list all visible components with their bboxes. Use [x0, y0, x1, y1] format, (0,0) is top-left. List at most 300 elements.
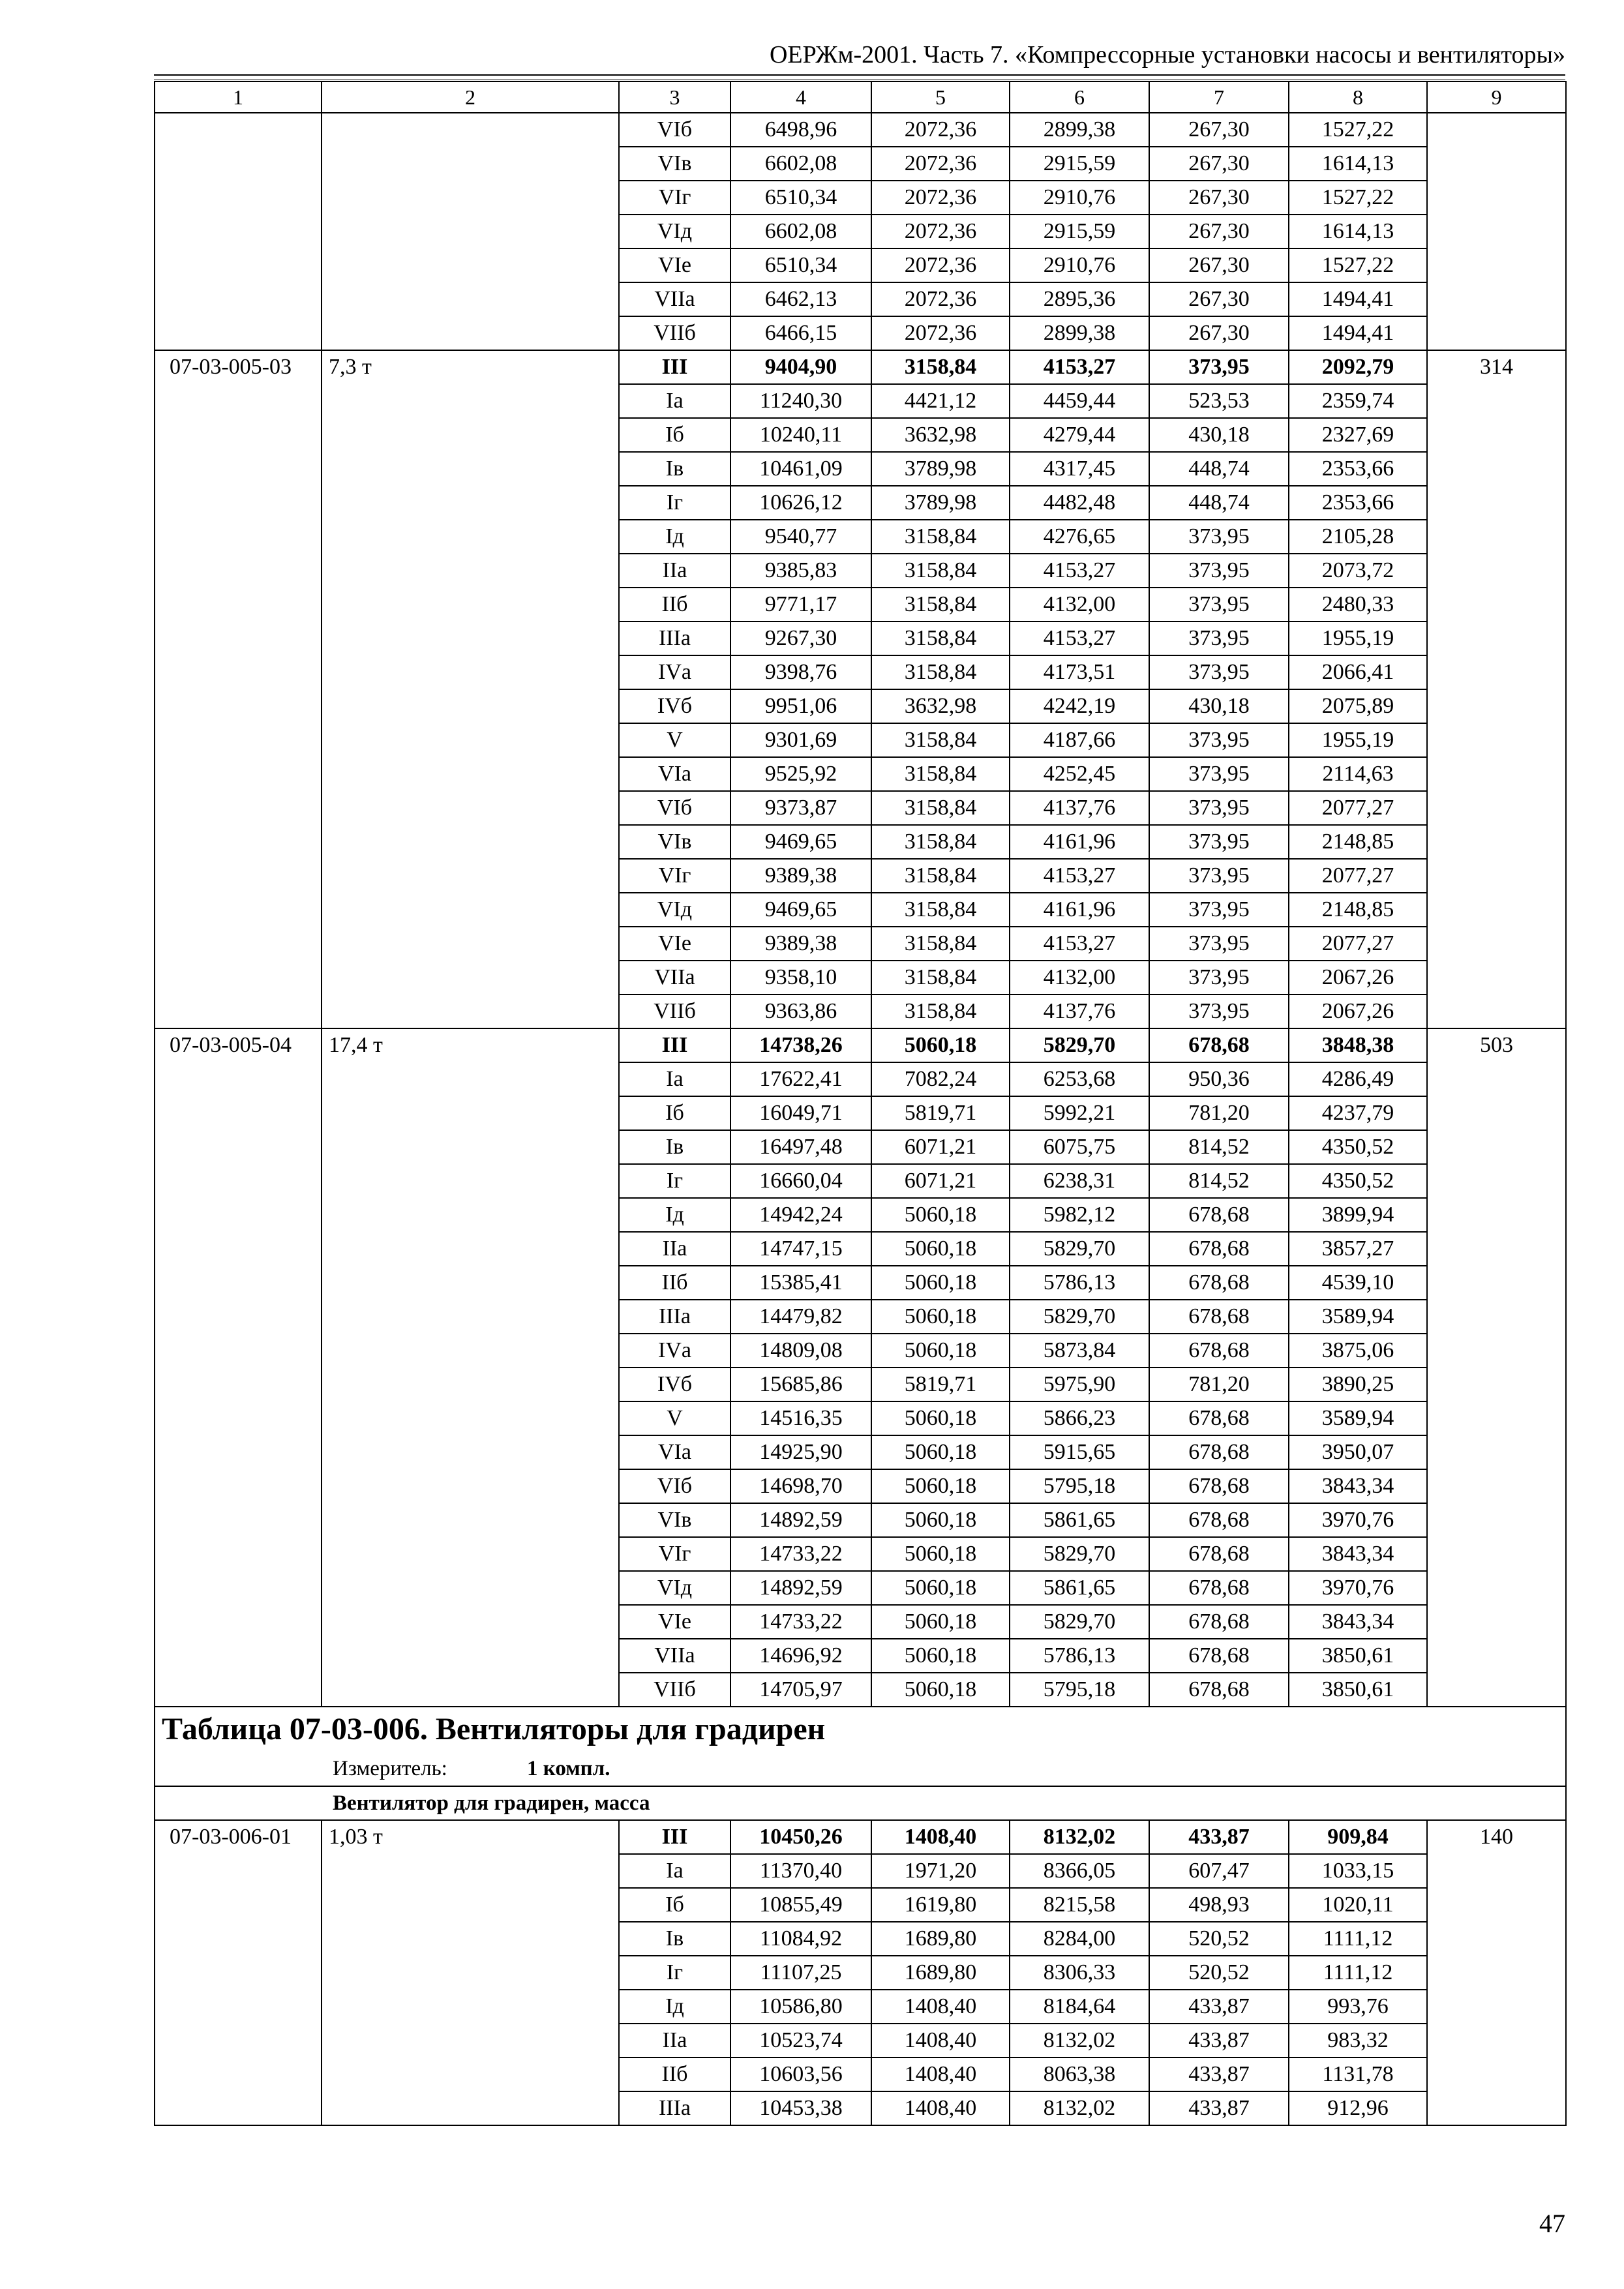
zone-code: Iв — [619, 1922, 730, 1956]
machine-cost: 4153,27 — [1010, 859, 1149, 893]
total-cost: 14892,59 — [730, 1571, 871, 1605]
materials-cost: 909,84 — [1289, 1820, 1427, 1854]
machine-cost: 5992,21 — [1010, 1096, 1149, 1130]
materials-cost: 3875,06 — [1289, 1334, 1427, 1368]
total-cost: 9404,90 — [730, 350, 871, 384]
zone-code: IIIа — [619, 621, 730, 655]
materials-cost: 3850,61 — [1289, 1639, 1427, 1673]
extra-value: 140 — [1427, 1820, 1566, 2125]
zone-code: Iд — [619, 1198, 730, 1232]
wages: 5060,18 — [871, 1028, 1010, 1062]
machinist-wages: 267,30 — [1149, 113, 1289, 147]
zone-code: Iб — [619, 418, 730, 452]
machinist-wages: 523,53 — [1149, 384, 1289, 418]
section-heading — [155, 1707, 1566, 1786]
mass-value: 17,4 т — [322, 1028, 619, 1707]
machine-cost: 6075,75 — [1010, 1130, 1149, 1164]
machinist-wages: 267,30 — [1149, 147, 1289, 181]
machinist-wages: 373,95 — [1149, 520, 1289, 554]
materials-cost: 4539,10 — [1289, 1266, 1427, 1300]
materials-cost: 2353,66 — [1289, 452, 1427, 486]
zone-code: VIд — [619, 893, 730, 927]
zone-code: IIа — [619, 1232, 730, 1266]
machinist-wages: 678,68 — [1149, 1469, 1289, 1503]
wages: 1408,40 — [871, 1820, 1010, 1854]
machine-cost: 2895,36 — [1010, 282, 1149, 316]
machine-cost: 2915,59 — [1010, 215, 1149, 248]
machinist-wages: 448,74 — [1149, 452, 1289, 486]
machine-cost: 5975,90 — [1010, 1368, 1149, 1401]
machine-cost: 4137,76 — [1010, 995, 1149, 1028]
machine-cost: 5786,13 — [1010, 1266, 1149, 1300]
machinist-wages: 267,30 — [1149, 282, 1289, 316]
materials-cost: 2077,27 — [1289, 927, 1427, 961]
zone-code: VIв — [619, 825, 730, 859]
machinist-wages: 373,95 — [1149, 825, 1289, 859]
machinist-wages: 373,95 — [1149, 723, 1289, 757]
zone-code: IIб — [619, 588, 730, 621]
measure-value: 1 компл. — [527, 1757, 610, 1780]
total-cost: 9301,69 — [730, 723, 871, 757]
zone-code: VIе — [619, 927, 730, 961]
price-table-body — [155, 82, 1566, 2125]
zone-code: IVб — [619, 689, 730, 723]
materials-cost: 2480,33 — [1289, 588, 1427, 621]
wages: 5060,18 — [871, 1571, 1010, 1605]
subheading-row — [155, 1786, 1566, 1820]
materials-cost: 1494,41 — [1289, 316, 1427, 350]
materials-cost: 2359,74 — [1289, 384, 1427, 418]
machine-cost: 4252,45 — [1010, 757, 1149, 791]
machinist-wages: 520,52 — [1149, 1956, 1289, 1990]
machinist-wages: 678,68 — [1149, 1334, 1289, 1368]
machine-cost: 4153,27 — [1010, 554, 1149, 588]
mass-value: 1,03 т — [322, 1820, 619, 2125]
machine-cost: 2899,38 — [1010, 316, 1149, 350]
materials-cost: 3589,94 — [1289, 1401, 1427, 1435]
machinist-wages: 373,95 — [1149, 621, 1289, 655]
position-code: 07-03-005-03 — [155, 350, 322, 1028]
column-number: 4 — [730, 82, 871, 113]
materials-cost: 2077,27 — [1289, 791, 1427, 825]
total-cost: 11240,30 — [730, 384, 871, 418]
wages: 3158,84 — [871, 554, 1010, 588]
column-number: 6 — [1010, 82, 1149, 113]
total-cost: 11084,92 — [730, 1922, 871, 1956]
total-cost: 11107,25 — [730, 1956, 871, 1990]
total-cost: 9363,86 — [730, 995, 871, 1028]
wages: 5060,18 — [871, 1266, 1010, 1300]
materials-cost: 2067,26 — [1289, 995, 1427, 1028]
blank-cell — [1427, 113, 1566, 350]
wages: 3158,84 — [871, 825, 1010, 859]
wages: 3789,98 — [871, 452, 1010, 486]
zone-code: Iв — [619, 1130, 730, 1164]
machinist-wages: 678,68 — [1149, 1503, 1289, 1537]
header-rule — [154, 74, 1565, 76]
zone-code: VIг — [619, 181, 730, 215]
zone-code: VIд — [619, 215, 730, 248]
machine-cost: 5982,12 — [1010, 1198, 1149, 1232]
price-table — [154, 81, 1567, 2126]
materials-cost: 4350,52 — [1289, 1130, 1427, 1164]
measure-label: Измеритель: — [333, 1757, 447, 1780]
total-cost: 11370,40 — [730, 1854, 871, 1888]
total-cost: 6510,34 — [730, 181, 871, 215]
materials-cost: 3890,25 — [1289, 1368, 1427, 1401]
wages: 3158,84 — [871, 723, 1010, 757]
zone-code: VIа — [619, 757, 730, 791]
machine-cost: 4279,44 — [1010, 418, 1149, 452]
machinist-wages: 373,95 — [1149, 655, 1289, 689]
machine-cost: 8184,64 — [1010, 1990, 1149, 2024]
materials-cost: 1527,22 — [1289, 181, 1427, 215]
machinist-wages: 430,18 — [1149, 689, 1289, 723]
materials-cost: 912,96 — [1289, 2091, 1427, 2125]
zone-code: IIб — [619, 1266, 730, 1300]
total-cost: 9469,65 — [730, 825, 871, 859]
materials-cost: 3843,34 — [1289, 1605, 1427, 1639]
wages: 1408,40 — [871, 2024, 1010, 2057]
position-code: 07-03-005-04 — [155, 1028, 322, 1707]
total-cost: 10603,56 — [730, 2057, 871, 2091]
zone-code: IIIа — [619, 2091, 730, 2125]
wages: 2072,36 — [871, 147, 1010, 181]
wages: 5060,18 — [871, 1435, 1010, 1469]
zone-code: IVа — [619, 1334, 730, 1368]
wages: 1408,40 — [871, 1990, 1010, 2024]
machinist-wages: 373,95 — [1149, 554, 1289, 588]
total-cost: 9389,38 — [730, 927, 871, 961]
total-cost: 6462,13 — [730, 282, 871, 316]
total-cost: 14733,22 — [730, 1605, 871, 1639]
materials-cost: 1131,78 — [1289, 2057, 1427, 2091]
machine-cost: 4242,19 — [1010, 689, 1149, 723]
running-header — [154, 39, 1565, 76]
zone-code: VIб — [619, 791, 730, 825]
machinist-wages: 373,95 — [1149, 757, 1289, 791]
column-number: 9 — [1427, 82, 1566, 113]
wages: 3158,84 — [871, 961, 1010, 995]
materials-cost: 2067,26 — [1289, 961, 1427, 995]
machinist-wages: 373,95 — [1149, 995, 1289, 1028]
total-cost: 10586,80 — [730, 1990, 871, 2024]
zone-code: Iд — [619, 1990, 730, 2024]
machinist-wages: 814,52 — [1149, 1130, 1289, 1164]
machine-cost: 5861,65 — [1010, 1503, 1149, 1537]
total-cost: 15385,41 — [730, 1266, 871, 1300]
wages: 5060,18 — [871, 1334, 1010, 1368]
total-cost: 9951,06 — [730, 689, 871, 723]
total-cost: 16660,04 — [730, 1164, 871, 1198]
zone-code: IIIа — [619, 1300, 730, 1334]
materials-cost: 2092,79 — [1289, 350, 1427, 384]
wages: 3158,84 — [871, 621, 1010, 655]
materials-cost: 1111,12 — [1289, 1922, 1427, 1956]
wages: 3632,98 — [871, 418, 1010, 452]
zone-code: IVа — [619, 655, 730, 689]
machine-cost: 2899,38 — [1010, 113, 1149, 147]
wages: 5060,18 — [871, 1401, 1010, 1435]
materials-cost: 2148,85 — [1289, 893, 1427, 927]
machinist-wages: 520,52 — [1149, 1922, 1289, 1956]
subheading: Вентилятор для градирен, масса — [155, 1786, 1566, 1820]
machine-cost: 4187,66 — [1010, 723, 1149, 757]
total-cost: 10855,49 — [730, 1888, 871, 1922]
total-cost: 14738,26 — [730, 1028, 871, 1062]
materials-cost: 2114,63 — [1289, 757, 1427, 791]
total-cost: 9469,65 — [730, 893, 871, 927]
total-cost: 6602,08 — [730, 147, 871, 181]
machine-cost: 5829,70 — [1010, 1028, 1149, 1062]
machine-cost: 5829,70 — [1010, 1605, 1149, 1639]
mass-value: 7,3 т — [322, 350, 619, 1028]
wages: 3158,84 — [871, 859, 1010, 893]
zone-code: III — [619, 350, 730, 384]
zone-code: IIб — [619, 2057, 730, 2091]
machine-cost: 4132,00 — [1010, 961, 1149, 995]
machinist-wages: 678,68 — [1149, 1232, 1289, 1266]
total-cost: 9389,38 — [730, 859, 871, 893]
machine-cost: 5873,84 — [1010, 1334, 1149, 1368]
wages: 3158,84 — [871, 655, 1010, 689]
zone-code: Iв — [619, 452, 730, 486]
wages: 5819,71 — [871, 1096, 1010, 1130]
machinist-wages: 433,87 — [1149, 1820, 1289, 1854]
machine-cost: 4459,44 — [1010, 384, 1149, 418]
column-number: 1 — [155, 82, 322, 113]
machine-cost: 8366,05 — [1010, 1854, 1149, 1888]
machinist-wages: 678,68 — [1149, 1571, 1289, 1605]
zone-code: III — [619, 1028, 730, 1062]
machinist-wages: 678,68 — [1149, 1435, 1289, 1469]
total-cost: 14705,97 — [730, 1673, 871, 1707]
zone-code: Iг — [619, 486, 730, 520]
total-cost: 9267,30 — [730, 621, 871, 655]
total-cost: 14809,08 — [730, 1334, 871, 1368]
wages: 4421,12 — [871, 384, 1010, 418]
materials-cost: 2073,72 — [1289, 554, 1427, 588]
extra-value: 314 — [1427, 350, 1566, 1028]
zone-code: VIг — [619, 1537, 730, 1571]
wages: 6071,21 — [871, 1130, 1010, 1164]
materials-cost: 4286,49 — [1289, 1062, 1427, 1096]
total-cost: 14892,59 — [730, 1503, 871, 1537]
wages: 3632,98 — [871, 689, 1010, 723]
zone-code: VIг — [619, 859, 730, 893]
materials-cost: 3857,27 — [1289, 1232, 1427, 1266]
machine-cost: 4153,27 — [1010, 350, 1149, 384]
wages: 5060,18 — [871, 1673, 1010, 1707]
machinist-wages: 373,95 — [1149, 350, 1289, 384]
section-heading-row — [155, 1707, 1566, 1786]
machine-cost: 5829,70 — [1010, 1537, 1149, 1571]
page-number: 47 — [1539, 2209, 1565, 2238]
wages: 2072,36 — [871, 215, 1010, 248]
materials-cost: 3899,94 — [1289, 1198, 1427, 1232]
total-cost: 10453,38 — [730, 2091, 871, 2125]
machinist-wages: 373,95 — [1149, 859, 1289, 893]
column-number: 3 — [619, 82, 730, 113]
zone-code: V — [619, 723, 730, 757]
machine-cost: 4161,96 — [1010, 825, 1149, 859]
machinist-wages: 678,68 — [1149, 1537, 1289, 1571]
machinist-wages: 373,95 — [1149, 791, 1289, 825]
total-cost: 14747,15 — [730, 1232, 871, 1266]
machinist-wages: 678,68 — [1149, 1639, 1289, 1673]
machine-cost: 6238,31 — [1010, 1164, 1149, 1198]
wages: 7082,24 — [871, 1062, 1010, 1096]
zone-code: Iа — [619, 1854, 730, 1888]
wages: 1689,80 — [871, 1922, 1010, 1956]
column-number: 5 — [871, 82, 1010, 113]
wages: 2072,36 — [871, 282, 1010, 316]
zone-code: VIв — [619, 147, 730, 181]
table-row — [155, 1820, 1566, 1854]
machinist-wages: 678,68 — [1149, 1401, 1289, 1435]
total-cost: 9385,83 — [730, 554, 871, 588]
zone-code: VIIа — [619, 282, 730, 316]
total-cost: 9771,17 — [730, 588, 871, 621]
total-cost: 14733,22 — [730, 1537, 871, 1571]
wages: 3158,84 — [871, 995, 1010, 1028]
column-number-row — [155, 82, 1566, 113]
materials-cost: 1494,41 — [1289, 282, 1427, 316]
total-cost: 17622,41 — [730, 1062, 871, 1096]
machine-cost: 4132,00 — [1010, 588, 1149, 621]
materials-cost: 4350,52 — [1289, 1164, 1427, 1198]
machinist-wages: 678,68 — [1149, 1028, 1289, 1062]
materials-cost: 983,32 — [1289, 2024, 1427, 2057]
materials-cost: 1614,13 — [1289, 147, 1427, 181]
wages: 1971,20 — [871, 1854, 1010, 1888]
total-cost: 14479,82 — [730, 1300, 871, 1334]
wages: 3158,84 — [871, 520, 1010, 554]
materials-cost: 2105,28 — [1289, 520, 1427, 554]
column-number: 8 — [1289, 82, 1427, 113]
total-cost: 6466,15 — [730, 316, 871, 350]
machine-cost: 8132,02 — [1010, 2024, 1149, 2057]
materials-cost: 3950,07 — [1289, 1435, 1427, 1469]
machinist-wages: 267,30 — [1149, 316, 1289, 350]
machine-cost: 4482,48 — [1010, 486, 1149, 520]
materials-cost: 3589,94 — [1289, 1300, 1427, 1334]
materials-cost: 2327,69 — [1289, 418, 1427, 452]
machinist-wages: 373,95 — [1149, 927, 1289, 961]
machine-cost: 4173,51 — [1010, 655, 1149, 689]
machine-cost: 4276,65 — [1010, 520, 1149, 554]
zone-code: VIIа — [619, 961, 730, 995]
machinist-wages: 373,95 — [1149, 893, 1289, 927]
machine-cost: 4161,96 — [1010, 893, 1149, 927]
machinist-wages: 607,47 — [1149, 1854, 1289, 1888]
machine-cost: 8132,02 — [1010, 1820, 1149, 1854]
total-cost: 6602,08 — [730, 215, 871, 248]
wages: 2072,36 — [871, 113, 1010, 147]
column-number: 2 — [322, 82, 619, 113]
wages: 5060,18 — [871, 1605, 1010, 1639]
zone-code: VIв — [619, 1503, 730, 1537]
machine-cost: 5829,70 — [1010, 1232, 1149, 1266]
zone-code: VIб — [619, 1469, 730, 1503]
materials-cost: 1614,13 — [1289, 215, 1427, 248]
zone-code: VIIб — [619, 995, 730, 1028]
total-cost: 9540,77 — [730, 520, 871, 554]
wages: 5060,18 — [871, 1198, 1010, 1232]
wages: 5819,71 — [871, 1368, 1010, 1401]
total-cost: 6498,96 — [730, 113, 871, 147]
blank-cell — [155, 113, 322, 350]
wages: 2072,36 — [871, 248, 1010, 282]
materials-cost: 1955,19 — [1289, 621, 1427, 655]
machinist-wages: 267,30 — [1149, 181, 1289, 215]
materials-cost: 2075,89 — [1289, 689, 1427, 723]
total-cost: 9398,76 — [730, 655, 871, 689]
table-row — [155, 113, 1566, 147]
machine-cost: 5915,65 — [1010, 1435, 1149, 1469]
total-cost: 9525,92 — [730, 757, 871, 791]
materials-cost: 1527,22 — [1289, 248, 1427, 282]
zone-code: VIд — [619, 1571, 730, 1605]
materials-cost: 993,76 — [1289, 1990, 1427, 2024]
total-cost: 9358,10 — [730, 961, 871, 995]
machine-cost: 8284,00 — [1010, 1922, 1149, 1956]
zone-code: Iг — [619, 1956, 730, 1990]
machinist-wages: 433,87 — [1149, 2091, 1289, 2125]
machinist-wages: 781,20 — [1149, 1096, 1289, 1130]
materials-cost: 3970,76 — [1289, 1571, 1427, 1605]
zone-code: Iб — [619, 1096, 730, 1130]
wages: 3789,98 — [871, 486, 1010, 520]
total-cost: 14696,92 — [730, 1639, 871, 1673]
total-cost: 14942,24 — [730, 1198, 871, 1232]
wages: 5060,18 — [871, 1503, 1010, 1537]
wages: 2072,36 — [871, 181, 1010, 215]
machine-cost: 8306,33 — [1010, 1956, 1149, 1990]
wages: 1619,80 — [871, 1888, 1010, 1922]
zone-code: Iа — [619, 1062, 730, 1096]
machinist-wages: 950,36 — [1149, 1062, 1289, 1096]
machinist-wages: 267,30 — [1149, 248, 1289, 282]
column-number: 7 — [1149, 82, 1289, 113]
total-cost: 14698,70 — [730, 1469, 871, 1503]
total-cost: 10450,26 — [730, 1820, 871, 1854]
total-cost: 6510,34 — [730, 248, 871, 282]
total-cost: 16049,71 — [730, 1096, 871, 1130]
total-cost: 10240,11 — [730, 418, 871, 452]
wages: 3158,84 — [871, 893, 1010, 927]
machine-cost: 8132,02 — [1010, 2091, 1149, 2125]
wages: 5060,18 — [871, 1537, 1010, 1571]
materials-cost: 2353,66 — [1289, 486, 1427, 520]
machine-cost: 4317,45 — [1010, 452, 1149, 486]
total-cost: 14516,35 — [730, 1401, 871, 1435]
zone-code: Iд — [619, 520, 730, 554]
materials-cost: 2077,27 — [1289, 859, 1427, 893]
total-cost: 10626,12 — [730, 486, 871, 520]
total-cost: 16497,48 — [730, 1130, 871, 1164]
machine-cost: 5866,23 — [1010, 1401, 1149, 1435]
position-code: 07-03-006-01 — [155, 1820, 322, 2125]
machine-cost: 4153,27 — [1010, 927, 1149, 961]
wages: 3158,84 — [871, 350, 1010, 384]
zone-code: VIIа — [619, 1639, 730, 1673]
zone-code: VIе — [619, 1605, 730, 1639]
zone-code: IVб — [619, 1368, 730, 1401]
materials-cost: 3850,61 — [1289, 1673, 1427, 1707]
materials-cost: 3970,76 — [1289, 1503, 1427, 1537]
zone-code: VIб — [619, 113, 730, 147]
